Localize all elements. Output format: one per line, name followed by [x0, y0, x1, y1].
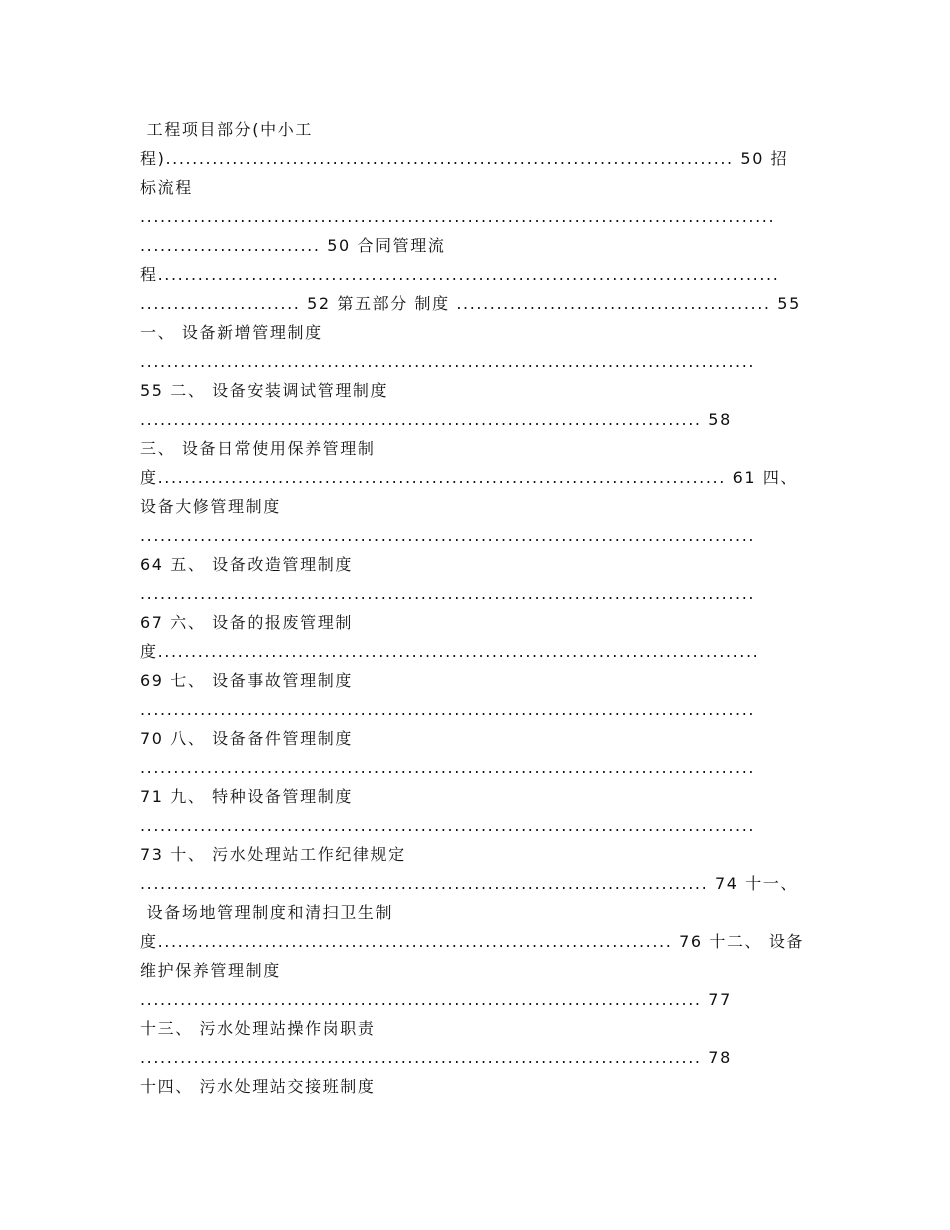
toc-line: 维护保养管理制度: [140, 961, 281, 980]
toc-line: 71 九、 特种设备管理制度: [140, 787, 353, 806]
toc-line: 设备大修管理制度: [140, 497, 281, 516]
toc-line: 67 六、 设备的报废管理制: [140, 613, 353, 632]
toc-line: 度..........................................................................................: [140, 642, 760, 661]
toc-line: ............................................................................................: [140, 584, 756, 603]
toc-line: 73 十、 污水处理站工作纪律规定: [140, 845, 406, 864]
toc-line: 十四、 污水处理站交接班制度: [140, 1077, 376, 1096]
toc-line: 程)..................................................................................... 50 招: [140, 149, 789, 168]
toc-line: 十三、 污水处理站操作岗职责: [140, 1019, 376, 1038]
toc-line: 69 七、 设备事故管理制度: [140, 671, 353, 690]
toc-line: ............................................................................................: [140, 816, 756, 835]
toc-line: ..................................................................................... 74 十一、: [140, 874, 799, 893]
toc-line: ............................................................................................: [140, 700, 756, 719]
toc-line: 程.............................................................................................: [140, 265, 780, 284]
toc-line: 一、 设备新增管理制度: [140, 323, 323, 342]
toc-line: 工程项目部分(中小工: [140, 120, 313, 139]
toc-line: 度..................................................................................... 61 四、: [140, 468, 799, 487]
toc-line: 70 八、 设备备件管理制度: [140, 729, 353, 748]
toc-line: ...............................................................................................: [140, 207, 776, 226]
toc-line: ............................................................................................: [140, 758, 756, 777]
toc-line: .................................................................................... 58: [140, 410, 732, 429]
toc-line: 度............................................................................. 76 十二、 设备: [140, 932, 805, 951]
toc-line: 64 五、 设备改造管理制度: [140, 555, 353, 574]
toc-line: ........................... 50 合同管理流: [140, 236, 446, 255]
toc-line: 三、 设备日常使用保养管理制: [140, 439, 376, 458]
toc-line: 标流程: [140, 178, 193, 197]
toc-line: .................................................................................... 78: [140, 1048, 732, 1067]
toc-line: 设备场地管理制度和清扫卫生制: [140, 903, 394, 922]
toc-line: ........................ 52 第五部分 制度 ............................................... 55: [140, 294, 801, 313]
toc-line: ............................................................................................: [140, 526, 756, 545]
toc-line: ............................................................................................: [140, 352, 756, 371]
toc-line: 55 二、 设备安装调试管理制度: [140, 381, 389, 400]
toc-line: .................................................................................... 77: [140, 990, 732, 1009]
